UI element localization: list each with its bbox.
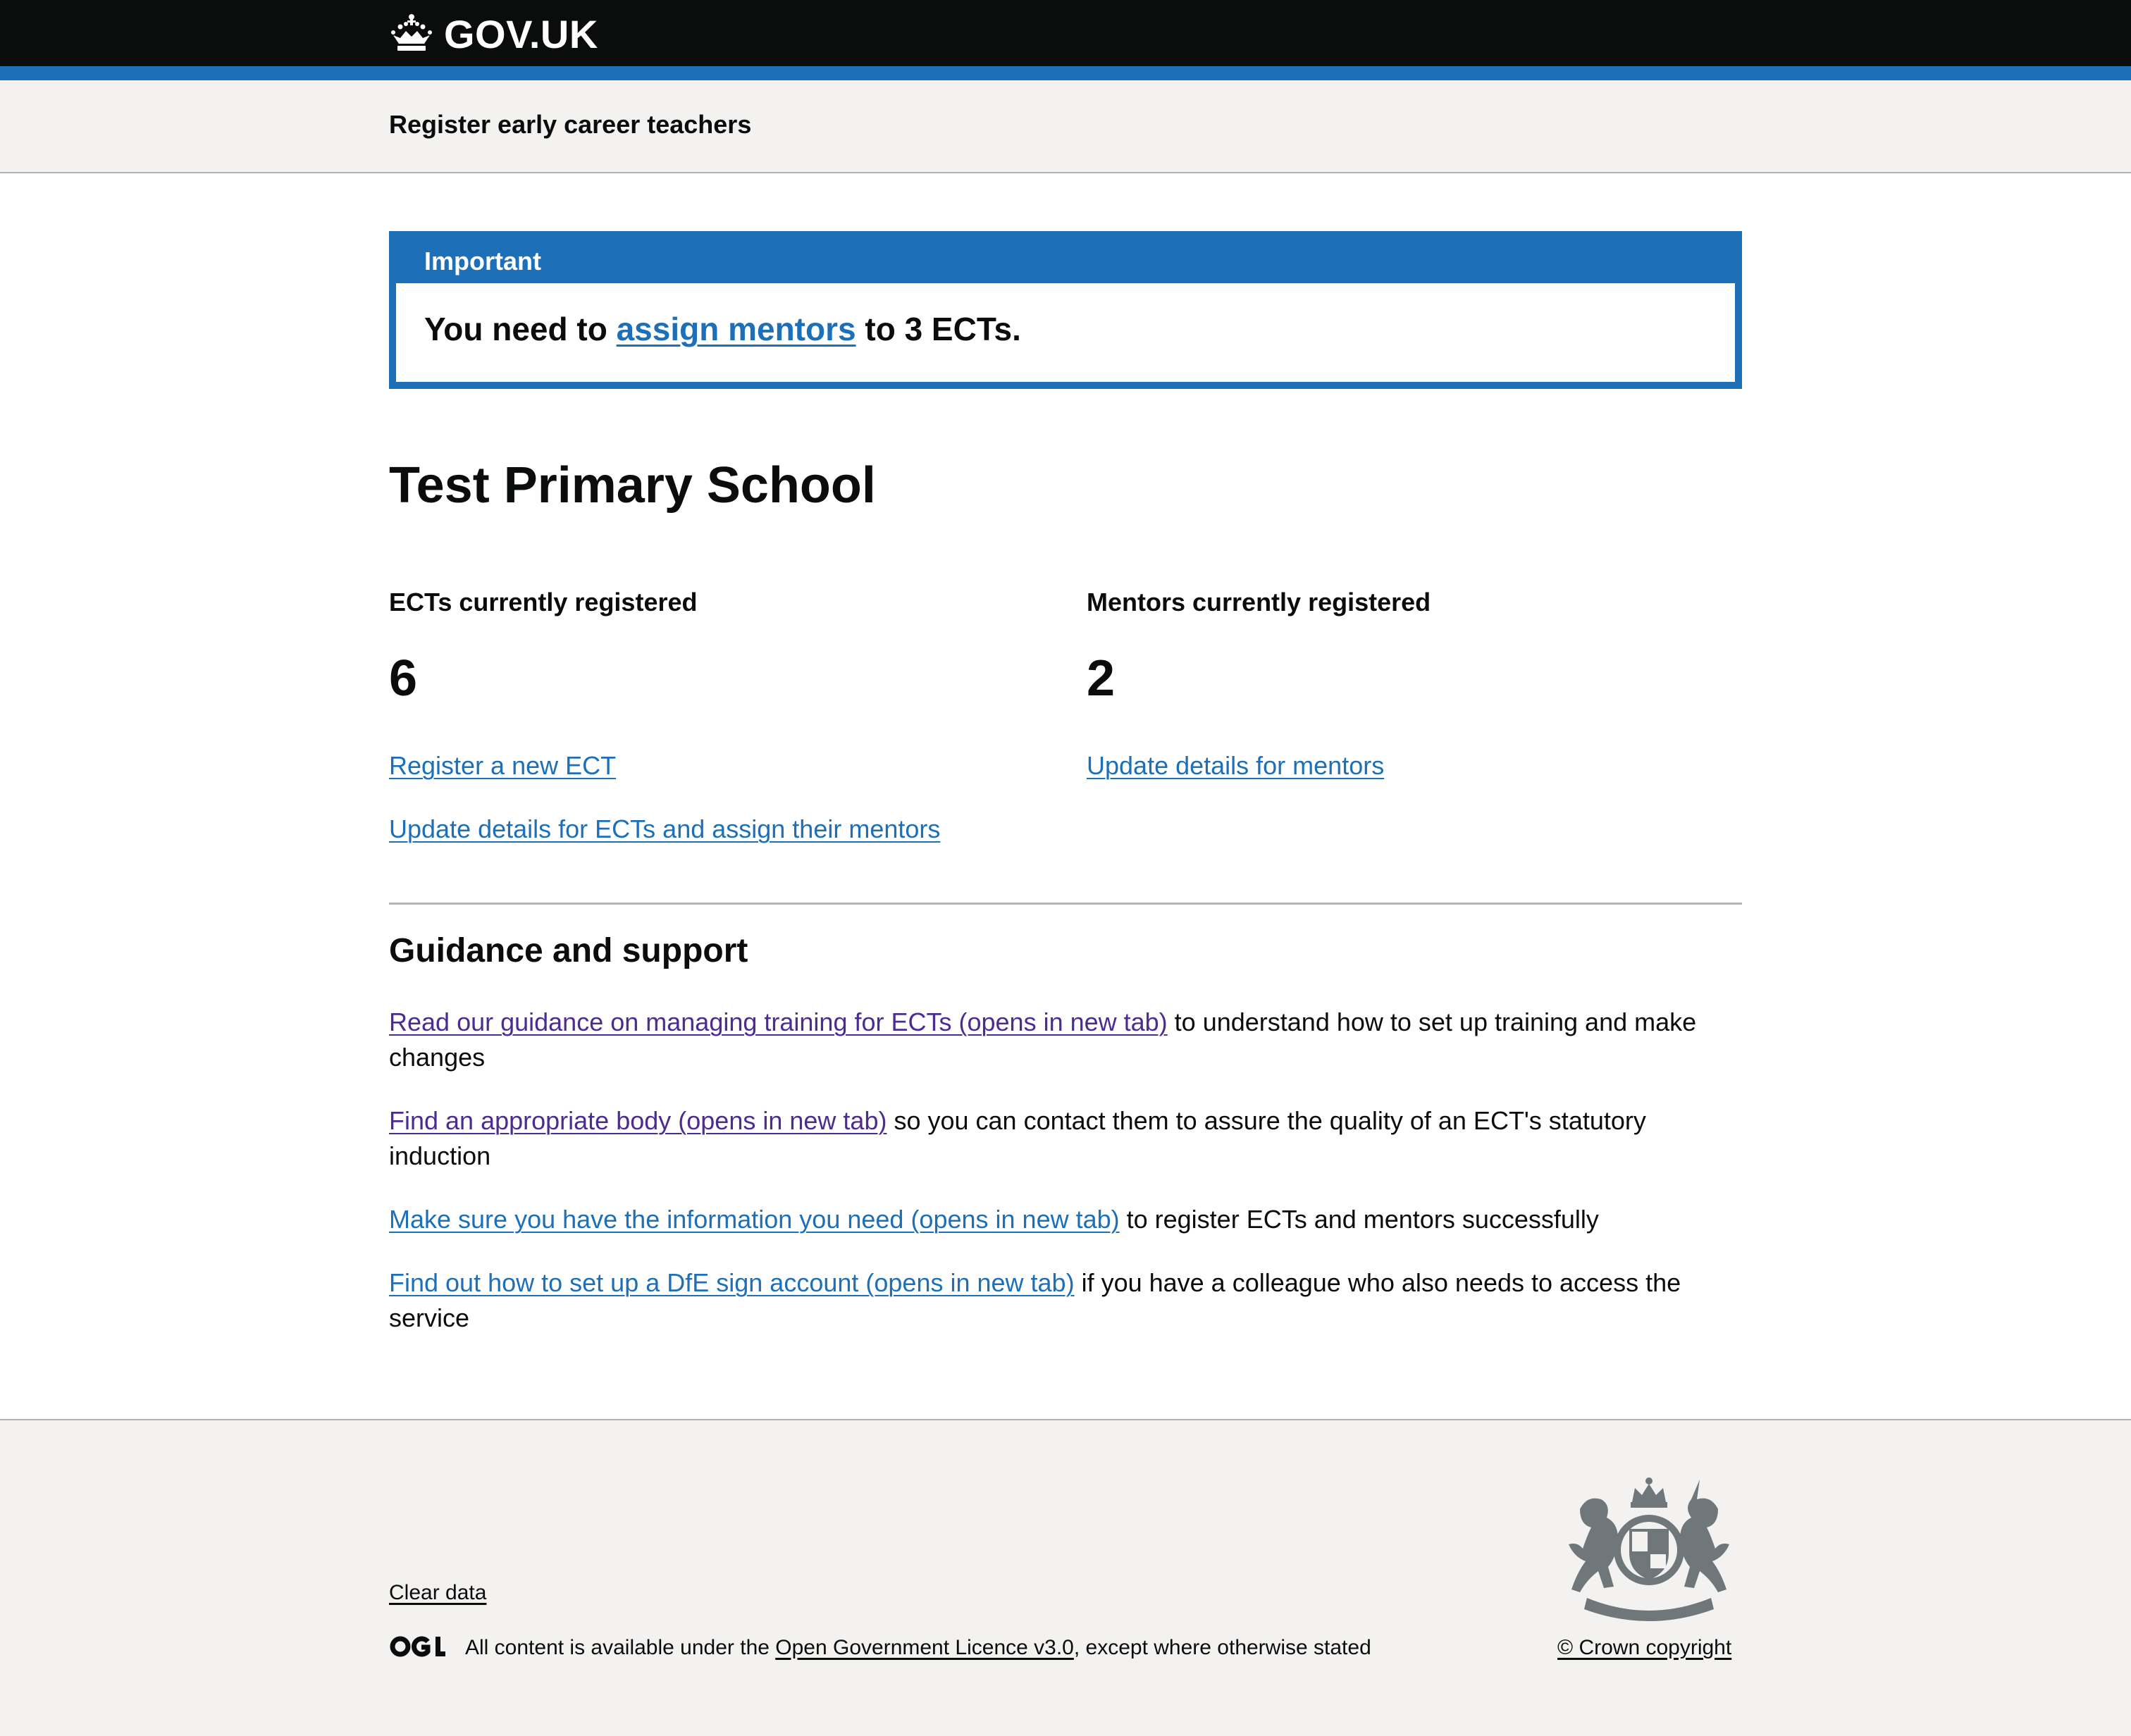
banner-title: Important <box>424 247 541 275</box>
guidance-title: Guidance and support <box>389 932 748 969</box>
guidance-item <box>389 1265 1742 1336</box>
guidance-item-text: so you can contact them to assure the quality of an ECT's statutory induction <box>389 1106 1646 1170</box>
guidance-item <box>389 1202 1742 1237</box>
mentors-count: 2 <box>1087 650 1116 707</box>
banner-message <box>424 310 1021 348</box>
header-blue-bar <box>0 66 2131 80</box>
section-divider <box>389 903 1742 905</box>
govuk-logo-text: GOV.UK <box>444 11 598 56</box>
govuk-logo-link[interactable] <box>389 7 598 61</box>
appropriate-body-link[interactable]: Find an appropriate body (opens in new tab) <box>389 1106 887 1135</box>
service-navigation <box>0 80 2131 173</box>
guidance-item <box>389 1103 1742 1174</box>
ects-heading: ECTs currently registered <box>389 588 698 616</box>
update-mentors-link[interactable]: Update details for mentors <box>1087 751 1385 780</box>
update-ects-link[interactable]: Update details for ECTs and assign their mentors <box>389 814 941 843</box>
royal-coat-of-arms-icon <box>1559 1474 1739 1623</box>
guidance-item-text: if you have a colleague who also needs to access the service <box>389 1268 1681 1332</box>
assign-mentors-link[interactable]: assign mentors <box>616 311 856 347</box>
ects-count: 6 <box>389 650 418 707</box>
dfe-sign-in-link[interactable]: Find out how to set up a DfE sign account (opens in new tab) <box>389 1268 1075 1297</box>
guidance-item <box>389 1005 1742 1075</box>
guidance-training-link[interactable]: Read our guidance on managing training for ECTs (opens in new tab) <box>389 1008 1168 1036</box>
licence-statement <box>465 1636 1371 1660</box>
banner-text-before: You need to <box>424 311 617 347</box>
licence-text-after: , except where otherwise stated <box>1073 1636 1371 1659</box>
crown-icon <box>389 11 434 56</box>
banner-text-after: to 3 ECTs. <box>856 311 1021 347</box>
information-needed-link[interactable]: Make sure you have the information you need (opens in new tab) <box>389 1205 1120 1234</box>
register-new-ect-link[interactable]: Register a new ECT <box>389 751 617 780</box>
service-name-link[interactable]: Register early career teachers <box>389 110 752 139</box>
important-banner <box>389 231 1742 389</box>
crown-copyright-link[interactable]: © Crown copyright <box>1557 1636 1732 1659</box>
ogl-licence-link[interactable]: Open Government Licence v3.0 <box>775 1636 1074 1659</box>
mentors-heading: Mentors currently registered <box>1087 588 1431 616</box>
licence-text-before: All content is available under the <box>465 1636 776 1659</box>
banner-content <box>396 283 1735 382</box>
footer <box>0 1419 2131 1736</box>
govuk-header <box>0 0 2131 66</box>
guidance-item-text: to understand how to set up training and make changes <box>389 1008 1697 1072</box>
ogl-logo-icon <box>389 1635 447 1658</box>
clear-data-link[interactable]: Clear data <box>389 1581 487 1604</box>
page-title: Test Primary School <box>389 457 876 514</box>
guidance-item-text: to register ECTs and mentors successfully <box>1119 1205 1599 1234</box>
